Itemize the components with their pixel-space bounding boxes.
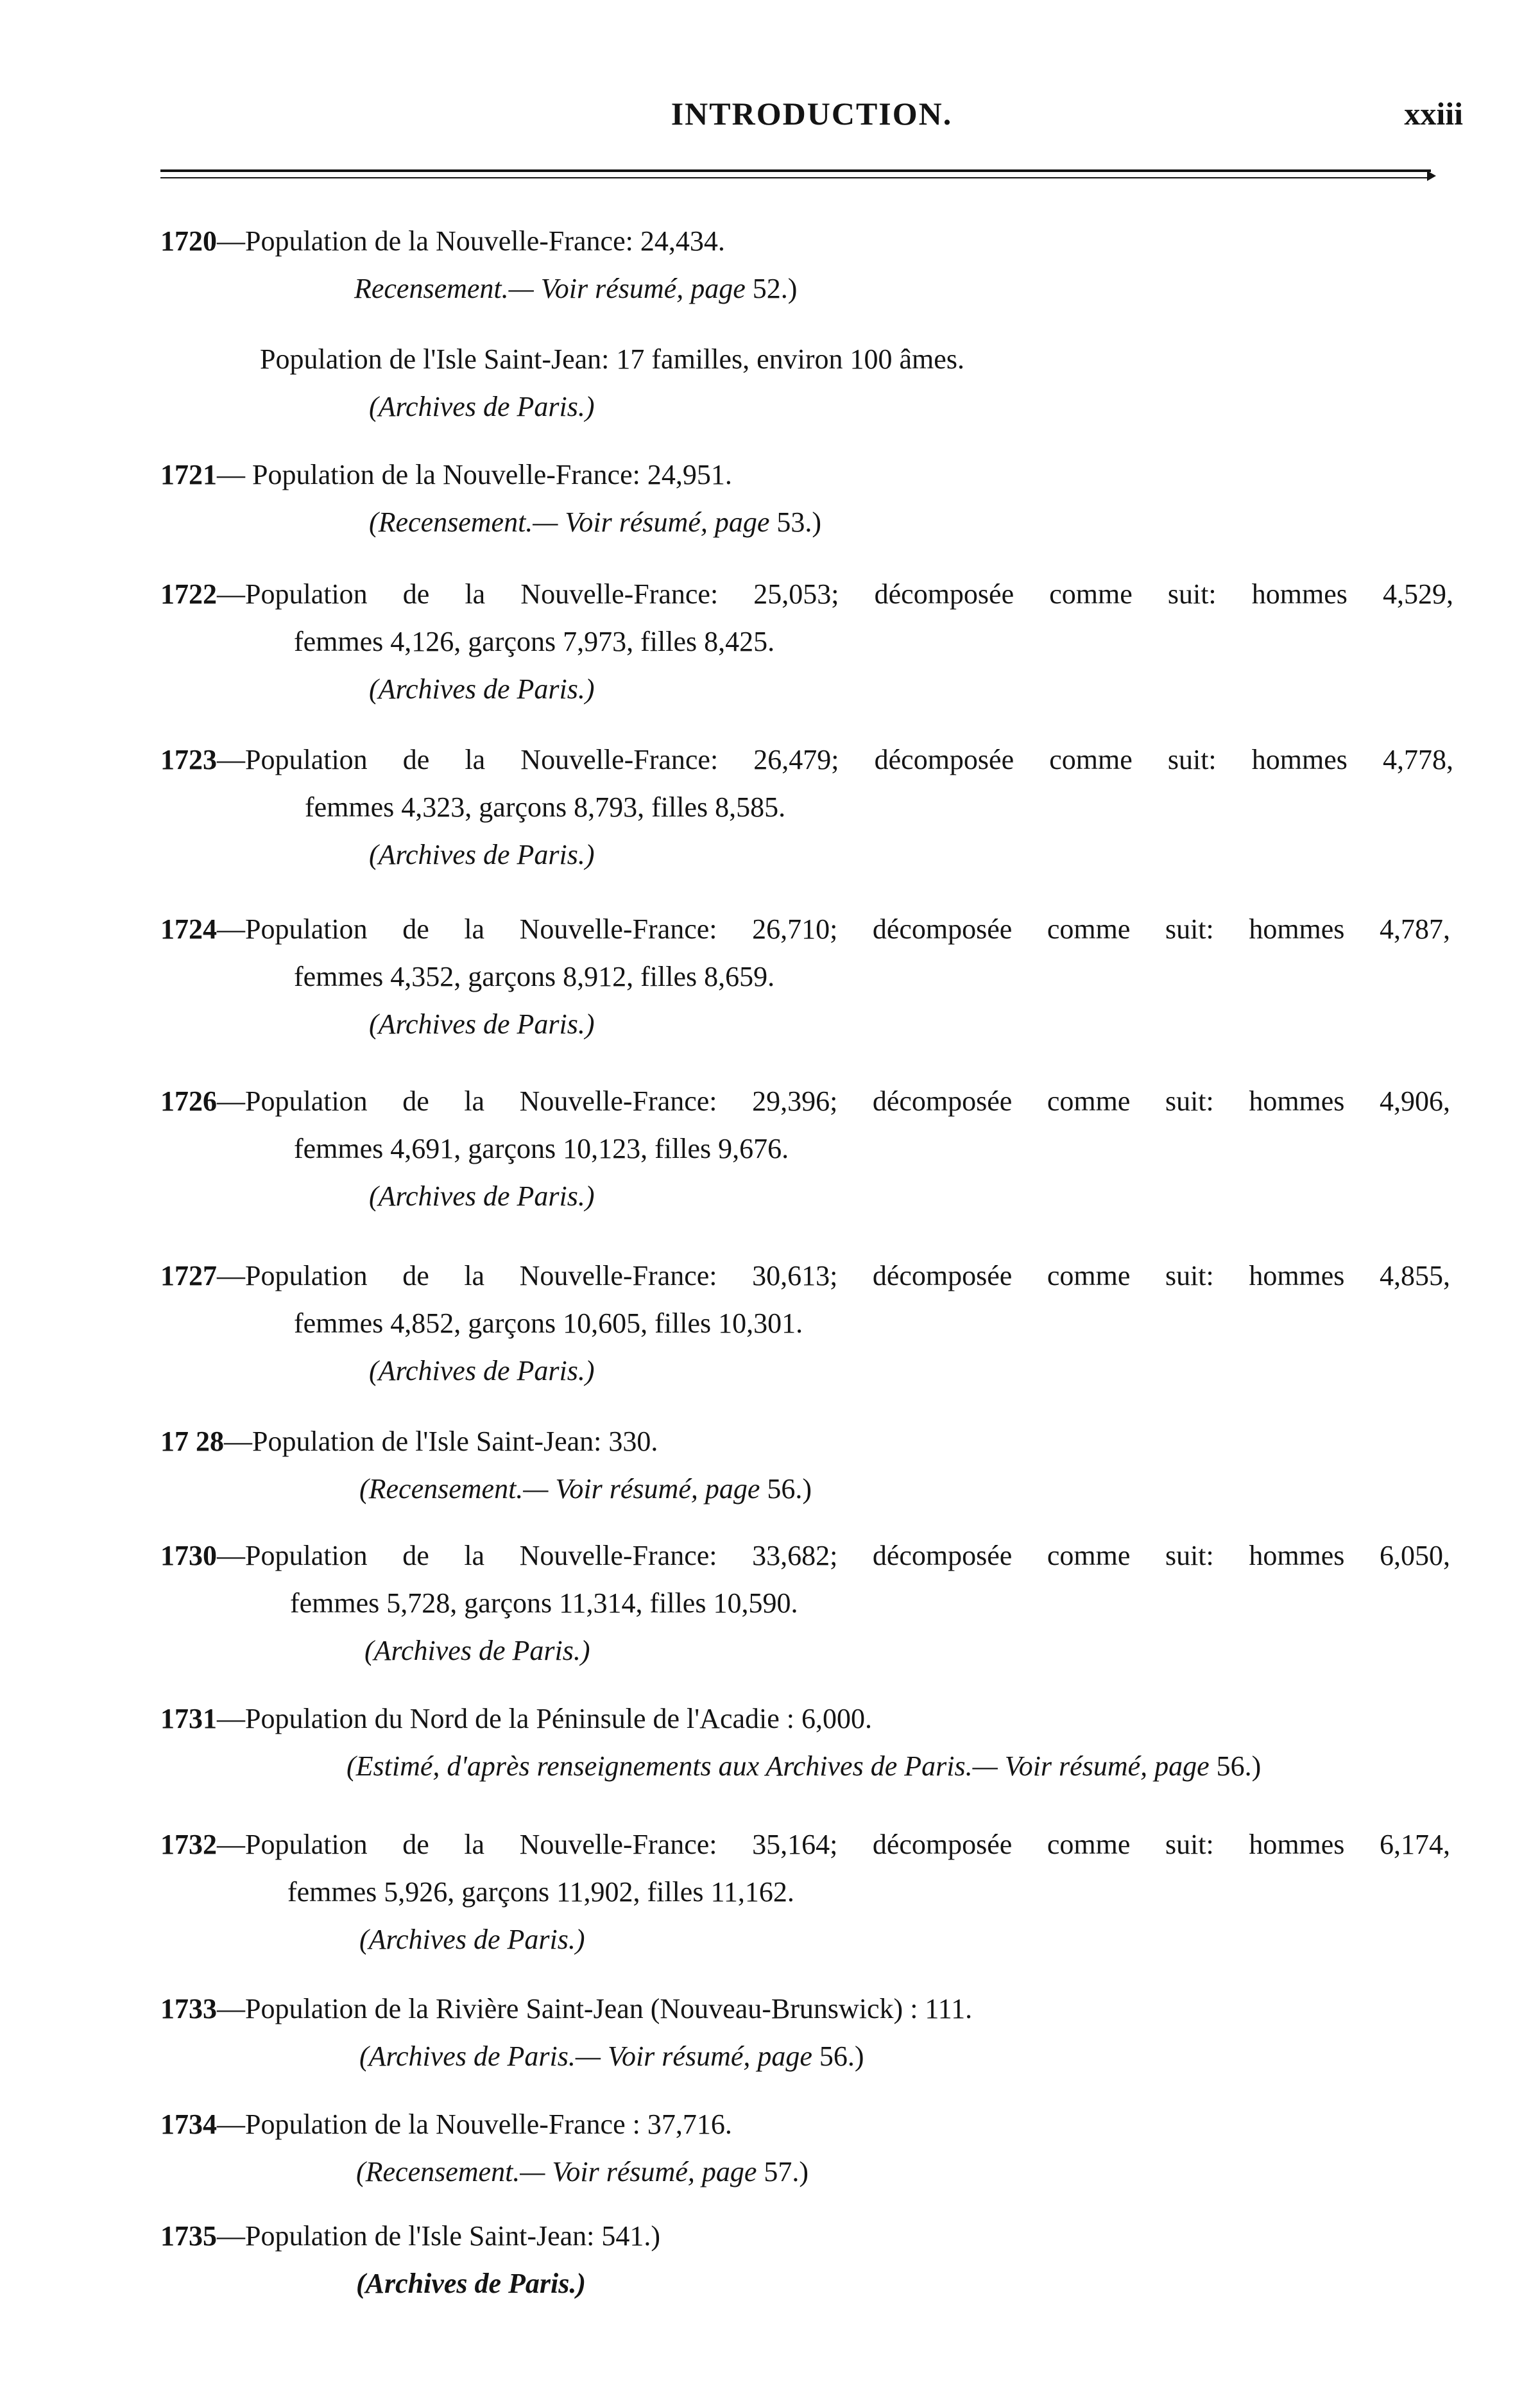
entry-year: 1731 xyxy=(160,1703,217,1734)
entry-text-continued: femmes 4,126, garçons 7,973, filles 8,425. xyxy=(294,626,775,657)
entry-line xyxy=(160,452,732,498)
entry-text: —Population de la Nouvelle-France: 25,053; décomposée comme suit: hommes 4,529, xyxy=(217,578,1453,610)
entry-text: —Population de la Nouvelle-France: 26,710; décomposée comme suit: hommes 4,787, xyxy=(217,913,1450,945)
entry-source: (Archives de Paris.) xyxy=(356,2268,586,2299)
entry-year: 1733 xyxy=(160,1993,217,2024)
entry-text: —Population du Nord de la Péninsule de l'Acadie : 6,000. xyxy=(217,1703,872,1734)
entry-year: 1734 xyxy=(160,2109,217,2140)
entry-text: —Population de la Nouvelle-France: 24,434. xyxy=(217,225,725,257)
entry-text: —Population de la Rivière Saint-Jean (Nouveau-Brunswick) : 111. xyxy=(217,1993,973,2024)
source-italic: (Recensement.— Voir résumé, page xyxy=(356,2156,757,2187)
entry-text: —Population de la Nouvelle-France : 37,716. xyxy=(217,2109,732,2140)
entry-year: 17 28 xyxy=(160,1426,224,1457)
source-italic: (Recensement.— Voir résumé, page xyxy=(359,1473,760,1505)
entry-line xyxy=(160,1078,1450,1125)
page-number: xxiii xyxy=(1404,96,1463,132)
entry-text: —Population de la Nouvelle-France: 30,613; décomposée comme suit: hommes 4,855, xyxy=(217,1260,1450,1291)
entry-text-continued: femmes 4,352, garçons 8,912, filles 8,659. xyxy=(294,961,775,992)
entry-line xyxy=(160,218,725,264)
entry-text: — Population de la Nouvelle-France: 24,951. xyxy=(217,459,732,490)
source-page: 53.) xyxy=(769,506,822,538)
entry-text: —Population de la Nouvelle-France: 26,479; décomposée comme suit: hommes 4,778, xyxy=(217,744,1453,775)
entry-line xyxy=(160,1986,972,2032)
entry-source xyxy=(359,2033,864,2080)
header-rule xyxy=(160,169,1431,178)
entry-source: (Archives de Paris.) xyxy=(369,1180,595,1212)
entry-source: (Archives de Paris.) xyxy=(369,391,595,422)
entry-source: (Archives de Paris.) xyxy=(364,1635,590,1666)
entry-source: (Archives de Paris.) xyxy=(369,673,595,705)
entry-text: —Population de l'Isle Saint-Jean: 541.) xyxy=(217,2220,661,2252)
entry-text-continued: femmes 4,852, garçons 10,605, filles 10,301. xyxy=(294,1307,803,1339)
entry-text-continued: femmes 5,728, garçons 11,314, filles 10,590. xyxy=(290,1587,798,1619)
entry-source xyxy=(359,1466,812,1512)
entry-line xyxy=(160,1253,1450,1299)
source-italic: (Archives de Paris.— Voir résumé, page xyxy=(359,2040,812,2072)
entry-source: (Archives de Paris.) xyxy=(369,839,595,870)
entry-source: (Archives de Paris.) xyxy=(369,1355,595,1386)
entry-year: 1727 xyxy=(160,1260,217,1291)
entry-year: 1720 xyxy=(160,225,217,257)
source-page: 52.) xyxy=(745,273,798,304)
source-page: 56.) xyxy=(1209,1750,1262,1782)
entry-year: 1721 xyxy=(160,459,217,490)
entry-line xyxy=(160,906,1450,953)
entry-text: —Population de la Nouvelle-France: 35,164; décomposée comme suit: hommes 6,174, xyxy=(217,1829,1450,1860)
entry-source xyxy=(356,2149,809,2195)
entry-source xyxy=(369,499,821,546)
entry-year: 1732 xyxy=(160,1829,217,1860)
running-title: INTRODUCTION. xyxy=(671,96,953,132)
source-page: 56.) xyxy=(760,1473,812,1505)
entry-line xyxy=(160,737,1453,783)
entry-source: (Archives de Paris.) xyxy=(369,1008,595,1040)
entry-line xyxy=(160,571,1453,617)
entry-source: (Archives de Paris.) xyxy=(359,1924,585,1955)
entry-text: —Population de la Nouvelle-France: 33,682; décomposée comme suit: hommes 6,050, xyxy=(217,1540,1450,1571)
source-page: 56.) xyxy=(812,2040,864,2072)
source-italic: (Recensement.— Voir résumé, page xyxy=(369,506,770,538)
entry-year: 1735 xyxy=(160,2220,217,2252)
page-header xyxy=(160,95,1463,140)
entry-line xyxy=(160,2213,660,2259)
entry-year: 1730 xyxy=(160,1540,217,1571)
entry-text-continued: femmes 5,926, garçons 11,902, filles 11,162. xyxy=(287,1876,794,1908)
source-page: 57.) xyxy=(757,2156,809,2187)
entry-line xyxy=(160,1533,1450,1579)
entry-line xyxy=(160,1419,658,1465)
entry-year: 1726 xyxy=(160,1085,217,1117)
source-italic: (Estimé, d'après renseignements aux Archives de Paris.— Voir résumé, page xyxy=(346,1750,1210,1782)
entry-year: 1722 xyxy=(160,578,217,610)
entry-line xyxy=(160,1822,1450,1868)
entry-year: 1724 xyxy=(160,913,217,945)
entry-text: Population de l'Isle Saint-Jean: 17 familles, environ 100 âmes. xyxy=(260,343,964,375)
entry-source xyxy=(346,1743,1261,1790)
entry-line xyxy=(160,2101,732,2148)
entry-text: —Population de la Nouvelle-France: 29,396; décomposée comme suit: hommes 4,906, xyxy=(217,1085,1450,1117)
entry-line xyxy=(160,1696,872,1742)
entry-text: —Population de l'Isle Saint-Jean: 330. xyxy=(224,1426,658,1457)
entry-text-continued: femmes 4,691, garçons 10,123, filles 9,676. xyxy=(294,1133,789,1164)
entry-year: 1723 xyxy=(160,744,217,775)
entry-source xyxy=(354,266,797,312)
entry-text-continued: femmes 4,323, garçons 8,793, filles 8,585. xyxy=(305,791,786,823)
source-italic: Recensement.— Voir résumé, page xyxy=(354,273,746,304)
